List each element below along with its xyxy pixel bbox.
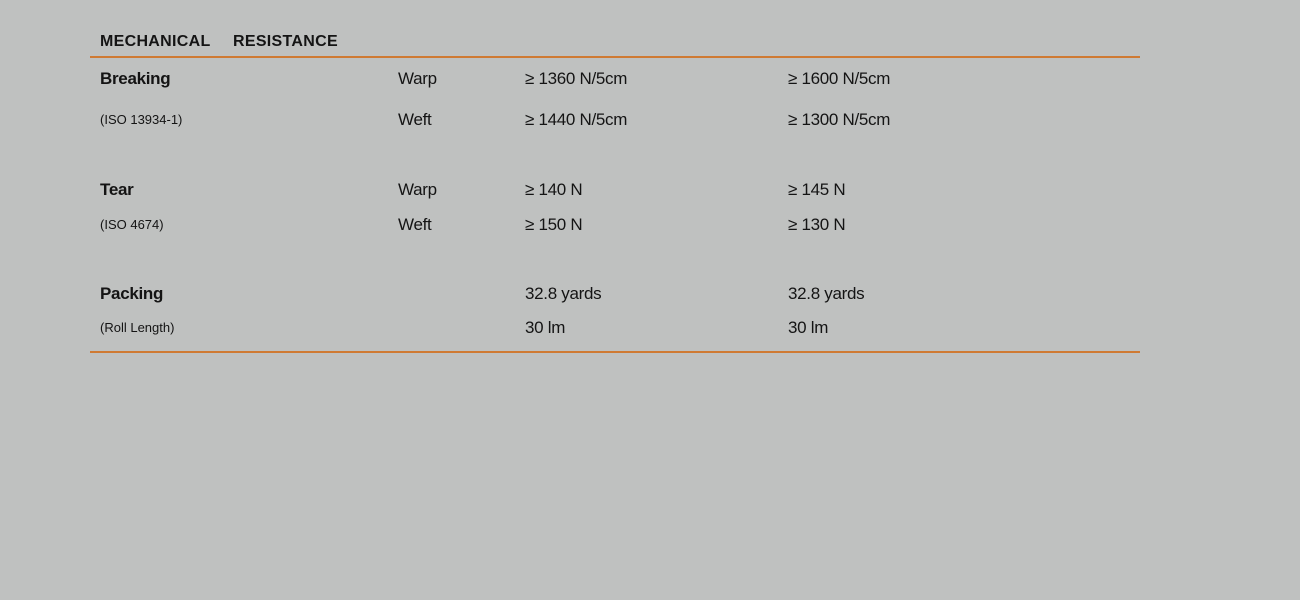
property-standard-label: (ISO 4674) [100,217,164,232]
spec-value-a: 32.8 yards [525,284,602,303]
section-divider-top [90,56,1140,58]
table-row [90,214,1140,236]
direction-label: Weft [398,110,432,129]
spec-value-b: 32.8 yards [788,284,865,303]
property-standard-label: (Roll Length) [100,320,175,335]
table-row [90,317,1140,339]
table-row [90,68,1140,90]
section-title: MECHANICAL RESISTANCE [100,33,338,50]
spec-value-b: 30 lm [788,318,829,337]
table-row [90,283,1140,305]
property-label: Breaking [100,69,171,88]
section-divider-bottom [90,351,1140,353]
spec-value-b: ≥ 145 N [788,180,846,199]
spec-value-b: ≥ 1300 N/5cm [788,110,891,129]
direction-label: Weft [398,215,432,234]
spec-value-b: ≥ 130 N [788,215,846,234]
table-row [90,109,1140,131]
spec-value-a: 30 lm [525,318,566,337]
property-label: Tear [100,180,134,199]
spec-value-a: ≥ 140 N [525,180,583,199]
spec-value-a: ≥ 150 N [525,215,583,234]
direction-label: Warp [398,69,437,88]
direction-label: Warp [398,180,437,199]
property-standard-label: (ISO 13934-1) [100,112,183,127]
spec-value-a: ≥ 1360 N/5cm [525,69,628,88]
spec-value-a: ≥ 1440 N/5cm [525,110,628,129]
property-label: Packing [100,284,164,303]
spec-value-b: ≥ 1600 N/5cm [788,69,891,88]
table-row [90,179,1140,201]
